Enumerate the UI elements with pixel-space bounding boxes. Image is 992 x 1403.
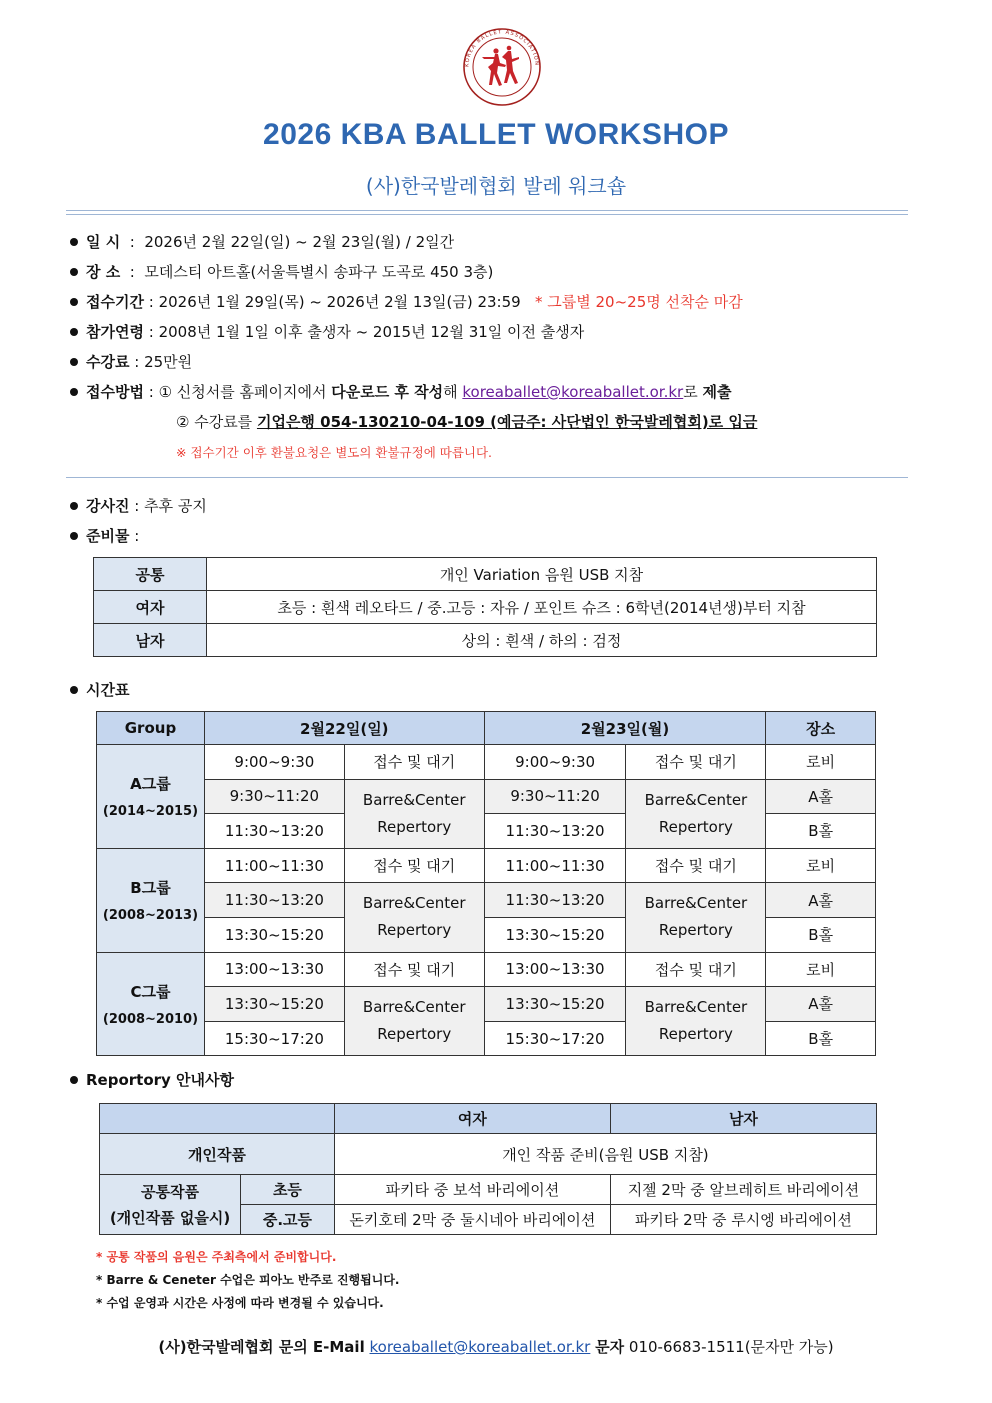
table-row (100, 1175, 877, 1205)
time-cell: 13:30~15:20 (204, 917, 344, 952)
col-day2: 2월23일(월) (484, 712, 766, 745)
elementary-female: 파키타 중 보석 바리에이션 (334, 1175, 610, 1205)
place-cell: B홀 (766, 814, 876, 849)
group-c: C그룹 (2008~2010) (97, 952, 205, 1056)
footnote: * 공통 작품의 음원은 주최측에서 준비합니다. (96, 1250, 337, 1264)
schedule-heading: 시간표 (70, 680, 129, 700)
table-row (94, 591, 877, 624)
divider (66, 477, 908, 478)
time-cell: 9:30~11:20 (204, 779, 344, 814)
personal-value: 개인 작품 준비(음원 USB 지참) (334, 1134, 876, 1175)
table-header-row (100, 1104, 877, 1134)
elementary-label: 초등 (241, 1175, 335, 1205)
col-place: 장소 (766, 712, 876, 745)
time-cell: 11:00~11:30 (204, 848, 344, 883)
col-day1: 2월22일(일) (204, 712, 484, 745)
page-title: 2026 KBA BALLET WORKSHOP (263, 118, 729, 151)
corner-cell (100, 1104, 335, 1134)
common-label: 공통작품 (개인작품 없을시) (100, 1175, 241, 1235)
footnotes (96, 1246, 399, 1315)
time-cell: 11:30~13:20 (204, 883, 344, 918)
kba-logo (462, 27, 542, 107)
time-cell: 13:30~15:20 (484, 987, 626, 1022)
info-place: 장 소 : 모데스티 아트홀(서울특별시 송파구 도곡로 450 3층) (70, 262, 493, 282)
contact-email-link[interactable]: koreaballet@koreaballet.or.kr (369, 1338, 591, 1356)
table-row (97, 883, 876, 918)
activity-cell: 접수 및 대기 (344, 745, 484, 780)
place-cell: 로비 (766, 848, 876, 883)
svg-text:KOREA BALLET ASSOCIATION: KOREA BALLET ASSOCIATION (464, 29, 540, 68)
footnote: * 수업 운영과 시간은 사정에 따라 변경될 수 있습니다. (96, 1296, 384, 1310)
col-female: 여자 (334, 1104, 610, 1134)
repertory-table (99, 1103, 877, 1235)
table-row (97, 848, 876, 883)
info-fee: 수강료 : 25만원 (70, 352, 192, 372)
activity-cell: 접수 및 대기 (344, 848, 484, 883)
place-cell: A홀 (766, 779, 876, 814)
table-row (94, 624, 877, 657)
time-cell: 13:30~15:20 (204, 987, 344, 1022)
activity-cell: 접수 및 대기 (626, 952, 766, 987)
place-cell: A홀 (766, 987, 876, 1022)
col-male: 남자 (610, 1104, 876, 1134)
personal-label: 개인작품 (100, 1134, 335, 1175)
info-registration-period: 접수기간 : 2026년 1월 29일(목) ~ 2026년 2월 13일(금) 23:59 * 그룹별 20~25명 선착순 마감 (70, 292, 743, 312)
activity-cell: Barre&Center Repertory (626, 779, 766, 848)
table-row (97, 779, 876, 814)
activity-cell: Barre&Center Repertory (344, 987, 484, 1056)
divider (66, 210, 908, 215)
place-cell: 로비 (766, 745, 876, 780)
activity-cell: 접수 및 대기 (626, 848, 766, 883)
materials-head-female: 여자 (94, 591, 207, 624)
middle-high-female: 돈키호테 2막 중 둘시네아 바리에이션 (334, 1205, 610, 1235)
repertory-heading: Reportory 안내사항 (70, 1070, 234, 1090)
email-link[interactable]: koreaballet@koreaballet.or.kr (462, 383, 684, 401)
time-cell: 13:30~15:20 (484, 917, 626, 952)
time-cell: 15:30~17:20 (484, 1021, 626, 1056)
time-cell: 9:30~11:20 (484, 779, 626, 814)
time-cell: 11:00~11:30 (484, 848, 626, 883)
group-b: B그룹 (2008~2013) (97, 848, 205, 952)
footnote: * Barre & Ceneter 수업은 피아노 반주로 진행됩니다. (96, 1273, 400, 1287)
info-age: 참가연령 : 2008년 1월 1일 이후 출생자 ~ 2015년 12월 31일 이전 출생자 (70, 322, 584, 342)
place-cell: 로비 (766, 952, 876, 987)
time-cell: 11:30~13:20 (204, 814, 344, 849)
time-cell: 11:30~13:20 (484, 814, 626, 849)
info-date: 일 시 : 2026년 2월 22일(일) ~ 2월 23일(월) / 2일간 (70, 232, 454, 252)
elementary-male: 지젤 2막 중 알브레히트 바리에이션 (610, 1175, 876, 1205)
activity-cell: Barre&Center Repertory (344, 779, 484, 848)
info-instructor: 강사진 : 추후 공지 (70, 496, 207, 516)
materials-value-female: 초등 : 흰색 레오타드 / 중.고등 : 자유 / 포인트 슈즈 : 6학년(2014년생)부터 지참 (207, 591, 877, 624)
materials-head-common: 공통 (94, 558, 207, 591)
table-row (94, 558, 877, 591)
time-cell: 11:30~13:20 (484, 883, 626, 918)
page-subtitle: (사)한국발레협회 발레 워크숍 (365, 174, 627, 198)
info-method-payment: ② 수강료를 기업은행 054-130210-04-109 (예금주: 사단법인 한국발레협회)로 입금 (176, 413, 758, 431)
place-cell: A홀 (766, 883, 876, 918)
middle-high-male: 파키타 2막 중 루시엥 바리에이션 (610, 1205, 876, 1235)
table-row (97, 745, 876, 780)
group-a: A그룹 (2014~2015) (97, 745, 205, 849)
materials-table (93, 557, 877, 657)
schedule-table (96, 711, 876, 1056)
materials-value-male: 상의 : 흰색 / 하의 : 검정 (207, 624, 877, 657)
refund-note: ※ 접수기간 이후 환불요청은 별도의 환불규정에 따릅니다. (176, 445, 493, 460)
materials-value-common: 개인 Variation 음원 USB 지참 (207, 558, 877, 591)
info-materials: 준비물 : (70, 526, 139, 546)
materials-head-male: 남자 (94, 624, 207, 657)
time-cell: 15:30~17:20 (204, 1021, 344, 1056)
table-row (97, 952, 876, 987)
activity-cell: 접수 및 대기 (626, 745, 766, 780)
table-header-row (97, 712, 876, 745)
activity-cell: Barre&Center Repertory (344, 883, 484, 952)
activity-cell: 접수 및 대기 (344, 952, 484, 987)
col-group: Group (97, 712, 205, 745)
activity-cell: Barre&Center Repertory (626, 883, 766, 952)
place-cell: B홀 (766, 1021, 876, 1056)
table-row (97, 987, 876, 1022)
place-cell: B홀 (766, 917, 876, 952)
time-cell: 9:00~9:30 (484, 745, 626, 780)
time-cell: 9:00~9:30 (204, 745, 344, 780)
time-cell: 13:00~13:30 (204, 952, 344, 987)
table-row (100, 1134, 877, 1175)
contact-line: (사)한국발레협회 문의 E-Mail koreaballet@koreaballet.or.kr 문자 010-6683-1511(문자만 가능) (158, 1338, 834, 1356)
activity-cell: Barre&Center Repertory (626, 987, 766, 1056)
middle-high-label: 중.고등 (241, 1205, 335, 1235)
info-method: 접수방법 : ① 신청서를 홈페이지에서 다운로드 후 작성해 koreaballet@koreaballet.or.kr로 제출 (70, 382, 731, 402)
time-cell: 13:00~13:30 (484, 952, 626, 987)
